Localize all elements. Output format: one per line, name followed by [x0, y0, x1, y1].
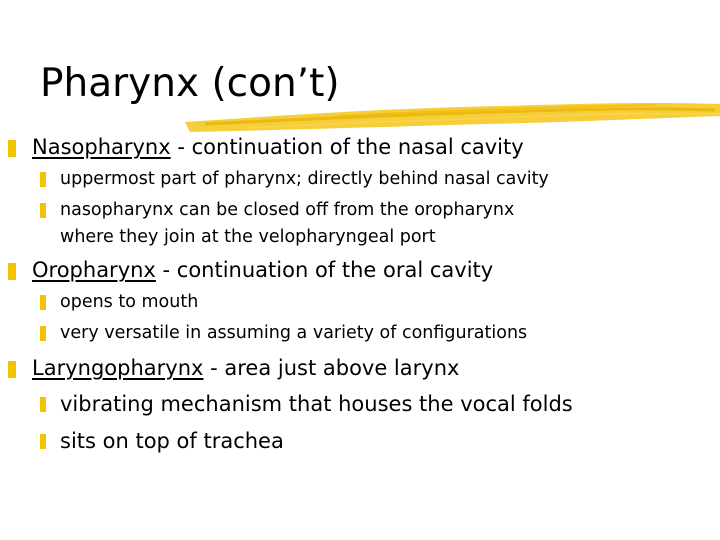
sub-bullet-marker: [40, 434, 46, 449]
sub-bullet-text: sits on top of trachea: [60, 429, 284, 453]
term-laryngopharynx: Laryngopharynx: [32, 356, 204, 380]
bullet-marker: [8, 361, 16, 378]
sub-bullet-marker: [40, 295, 46, 310]
term-nasopharynx: Nasopharynx: [32, 135, 171, 159]
sub-bullet-text-continued: where they join at the velopharyngeal port: [60, 227, 436, 247]
slide-title: Pharynx (con’t): [40, 61, 340, 106]
sub-bullet-text: nasopharynx can be closed off from the oropharynx: [60, 200, 515, 220]
bullet-nasopharynx: [32, 134, 524, 160]
bullet-marker: [8, 140, 16, 157]
sub-bullet-text: very versatile in assuming a variety of configurations: [60, 323, 528, 343]
sub-bullet-marker: [40, 172, 46, 187]
sub-bullet-text: vibrating mechanism that houses the vocal folds: [60, 392, 573, 416]
bullet-marker: [8, 263, 16, 280]
bullet-text: - area just above larynx: [203, 356, 460, 380]
bullet-laryngopharynx: [32, 355, 459, 381]
sub-bullet-text: opens to mouth: [60, 292, 199, 312]
sub-bullet-marker: [40, 326, 46, 341]
sub-bullet-text: uppermost part of pharynx; directly behind nasal cavity: [60, 169, 549, 189]
term-oropharynx: Oropharynx: [32, 258, 156, 282]
title-brush-underline: [185, 94, 720, 136]
sub-bullet-marker: [40, 397, 46, 412]
bullet-text: - continuation of the oral cavity: [155, 258, 494, 282]
bullet-text: - continuation of the nasal cavity: [170, 135, 524, 159]
sub-bullet-marker: [40, 203, 46, 218]
bullet-oropharynx: [32, 257, 493, 283]
